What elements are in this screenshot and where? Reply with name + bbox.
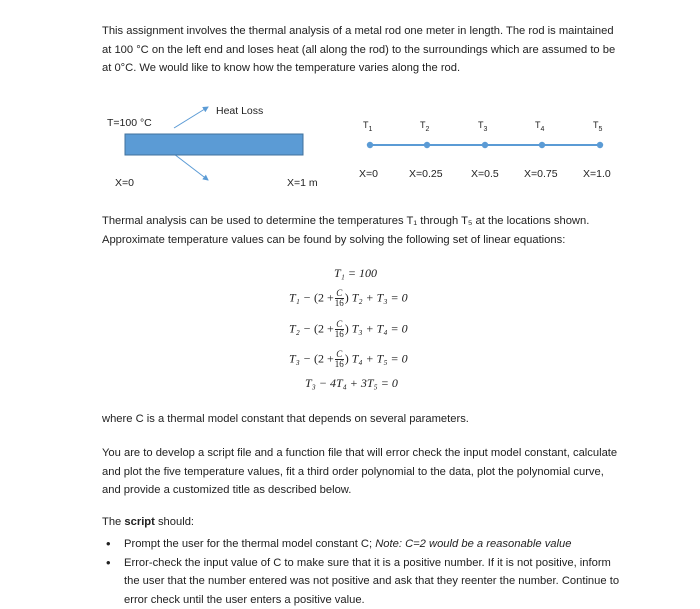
task-paragraph: You are to develop a script file and a function file that will error check the input model constant, calculate and plot the five temperature values, fit a third order polynomial to the data, plot the polynomial curve, and provide a customized title as described below. [102, 444, 622, 500]
node-x-label-2: X=0.25 [409, 168, 443, 180]
equation-4: T₃ − (2 + $\frac{C}{16}$ ) T₄ + T₅ = 0 [289, 350, 408, 369]
node-point-2 [424, 142, 430, 148]
node-x-label-1: X=0 [359, 168, 378, 180]
rod-x-end-label: X=1 m [287, 177, 318, 189]
t3-label: $T_3$ [478, 120, 487, 133]
equation-2: T₁ − (2 + $\frac{C}{16}$ ) T₂ + T₃ = 0 [289, 289, 408, 308]
node-x-label-4: X=0.75 [524, 168, 558, 180]
heat-loss-arrow-up [174, 107, 208, 128]
script-requirements-list [102, 535, 622, 609]
heat-loss-label: Heat Loss [216, 105, 263, 117]
node-point-1 [367, 142, 373, 148]
equation-5: T₃ − 4T₄ + 3T₅ = 0 [305, 376, 398, 391]
t4-label: $T_4$ [535, 120, 544, 133]
t5-label: $T_5$ [593, 120, 602, 133]
equation-3: T₂ − (2 + $\frac{C}{16}$ ) T₃ + T₄ = 0 [289, 320, 408, 339]
node-point-4 [539, 142, 545, 148]
t1-label: $T_1$ [363, 120, 372, 133]
thermal-analysis-paragraph: Thermal analysis can be used to determine the temperatures T₁ through T₅ at the locations shown. Approximate temperature values can be found by solving the following set of linear equations: [102, 212, 622, 249]
constant-description: where C is a thermal model constant that depends on several parameters. [102, 410, 622, 429]
equation-1: T₁ = 100 [334, 266, 377, 281]
intro-paragraph: This assignment involves the thermal analysis of a metal rod one meter in length. The rod is maintained at 100 °C on the left end and loses heat (all along the rod) to the surroundings which are assumed to be at 0°C. We would like to know how the temperature varies along the rod. [102, 22, 622, 78]
heat-loss-arrow-down [174, 154, 208, 180]
list-item: • Error-check the input value of C to make sure that it is a positive number. If it is not positive, inform the user that the number entered was not positive and ask that they reenter the number. Continue to error check until the user enters a positive value. [102, 554, 622, 609]
temp-left-label: T=100 °C [107, 117, 152, 129]
script-heading: The script should: [102, 516, 194, 528]
list-item: • Prompt the user for the thermal model constant C; Note: C=2 would be a reasonable value [102, 535, 622, 554]
node-point-5 [597, 142, 603, 148]
rod-x-start-label: X=0 [115, 177, 134, 189]
metal-rod [125, 134, 303, 155]
node-x-label-5: X=1.0 [583, 168, 611, 180]
t2-label: $T_2$ [420, 120, 429, 133]
node-x-label-3: X=0.5 [471, 168, 499, 180]
node-point-3 [482, 142, 488, 148]
